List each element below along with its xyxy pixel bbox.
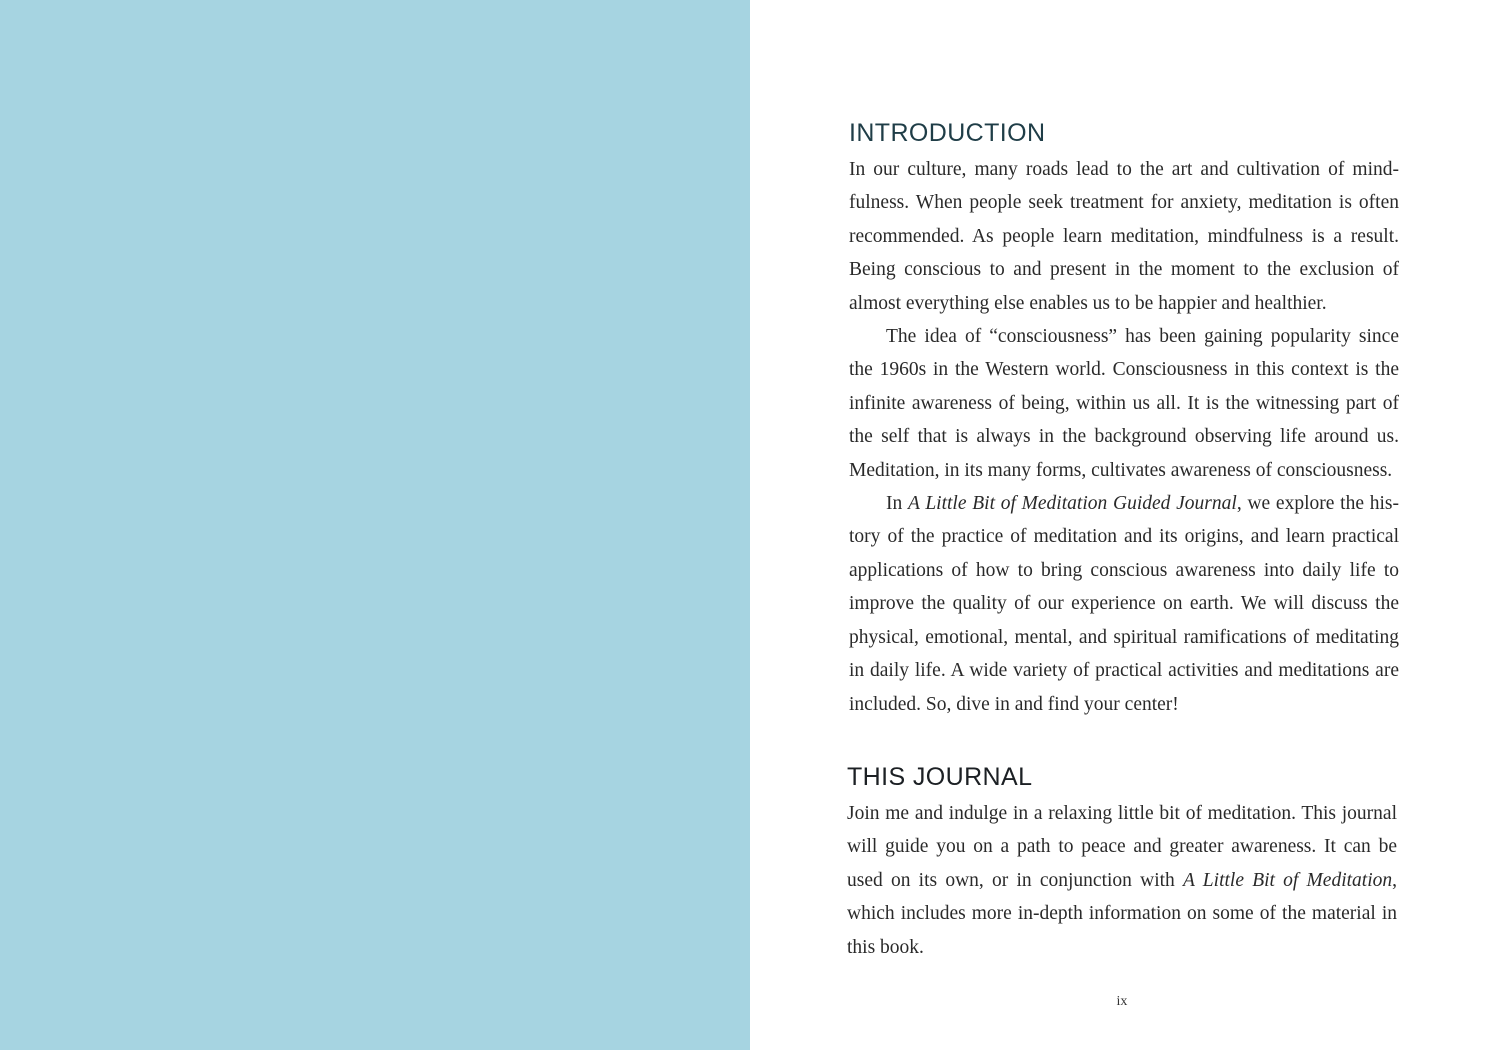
- paragraph-lead: In: [886, 493, 908, 515]
- introduction-paragraph-3: [849, 487, 1399, 721]
- this-journal-body: [847, 797, 1397, 964]
- introduction-heading: INTRODUCTION: [849, 119, 1046, 147]
- introduction-paragraph-2: The idea of “consciousness” has been gaining popularity since the 1960s in the Western world. Consciousness in this context is the infinite awareness of being, within us all. It is the witnessing part of the self that is always in the background observing life around us. Meditation, in its many forms, cultivates awareness of consciousness.: [849, 326, 1399, 481]
- paragraph-rest: , which includes more in-depth information on some of the material in this book.: [847, 869, 1397, 958]
- book-title: A Little Bit of Meditation: [1183, 869, 1393, 891]
- right-page: [750, 0, 1500, 1050]
- book-title: A Little Bit of Meditation Guided Journal: [908, 493, 1237, 515]
- this-journal-paragraph: [847, 797, 1397, 964]
- this-journal-heading: THIS JOURNAL: [847, 763, 1033, 791]
- introduction-paragraph-1: In our culture, many roads lead to the art and cultivation of mindfulness. When people seek treatment for anxiety, meditation is often recommended. As people learn meditation, mindfulness is a result. Being conscious to and present in the moment to the exclusion of almost everything else enables us to be happier and healthier.: [849, 159, 1399, 314]
- paragraph-lead: Join me and indulge in a relaxing little bit of meditation. This journal will guide you on a path to peace and greater awareness. It can be used on its own, or in conjunction with: [847, 803, 1397, 891]
- page-number: ix: [1116, 994, 1128, 1009]
- paragraph-rest: , we explore the history of the practice of meditation and its origins, and learn practical applications of how to bring conscious awareness into daily life to improve the quality of our experience on earth. We will discuss the physical, emotional, mental, and spiritual ramifications of meditating in daily life. A wide variety of practical activities and meditations are included. So, dive in and find your center!: [849, 493, 1399, 715]
- introduction-body: [849, 153, 1399, 721]
